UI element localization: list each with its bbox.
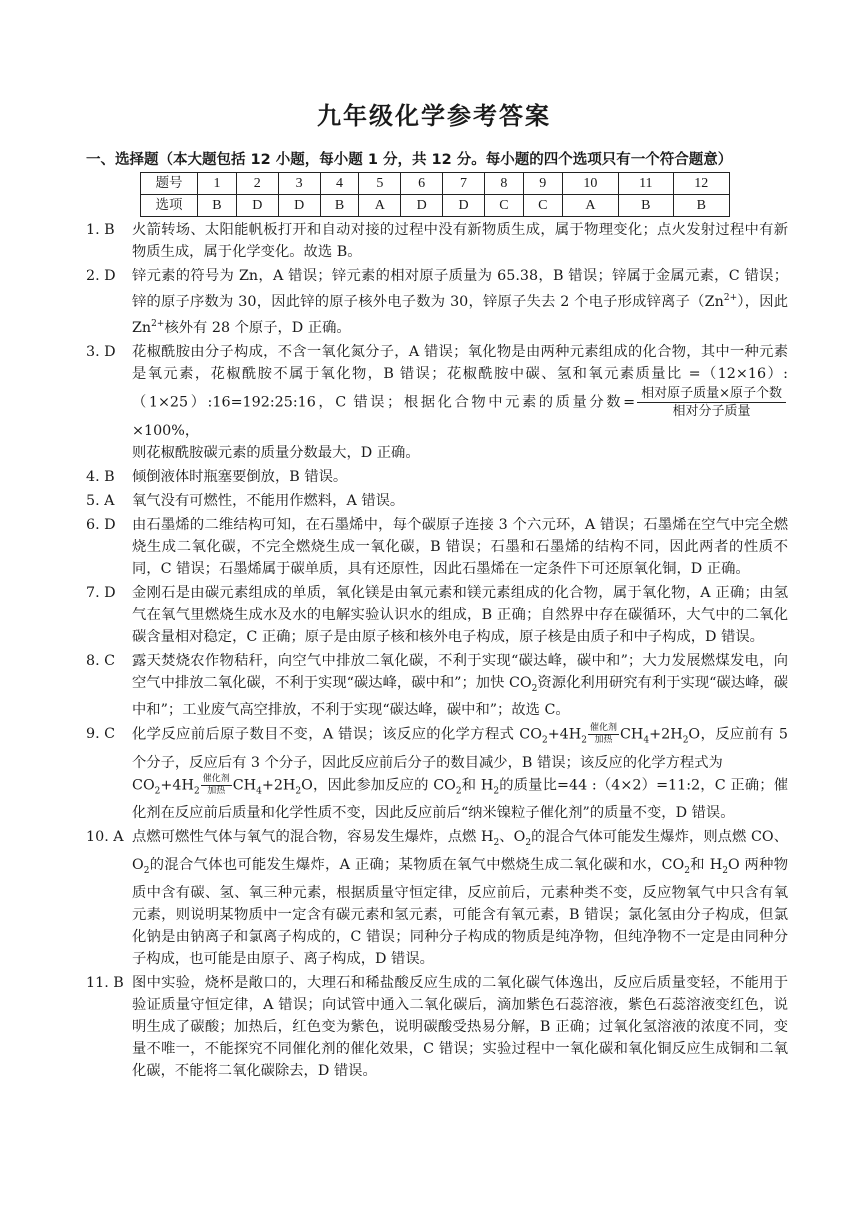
subscript: 2 [684, 865, 690, 876]
subscript: 2 [722, 865, 728, 876]
item-label: 10. A [86, 829, 124, 846]
item-label: 3. D [86, 343, 116, 360]
row-label-number: 题号 [141, 173, 198, 195]
item-label: 9. C [86, 726, 116, 743]
table-cell: B [320, 195, 359, 217]
item-label: 11. B [86, 974, 124, 991]
ion-charge: 2+ [151, 318, 165, 329]
item-text: 花椒酰胺由分子构成，不含一氧化氮分子，A 错误；氧化物是由两种元素组成的化合物，其中一种元素是氧元素，花椒酰胺不属于氧化物，B 错误；花椒酰胺中碳、氢和氧元素质量比 =（12×16）:（1×25）:16=192:25:16，C 错误；根据化合物中元素的质量分数= [132, 343, 788, 411]
table-cell: B [619, 195, 673, 217]
item-text: O，因此参加反应的 CO [301, 777, 456, 794]
table-cell: D [236, 195, 278, 217]
table-row-answers [141, 195, 730, 217]
explanation-item-6 [86, 514, 788, 580]
explanation-item-9 [86, 723, 788, 824]
item-text: 火箭转场、太阳能帆板打开和自动对接的过程中没有新物质生成，属于物理变化；点火发射过程中有新物质生成，属于化学变化。故选 B。 [132, 222, 788, 260]
item-text: +4H [547, 726, 582, 743]
item-text: 和 H [461, 777, 494, 794]
catalyst-label: 催化剂 [202, 773, 230, 784]
item-text: 锌元素的符号为 Zn，A 错误；锌元素的相对原子质量为 65.38，B 错误；锌属于金属元素，C 错误；锌的原子序数为 30，因此锌的原子核外电子数为 30，锌原子失去 2 个电子形成锌离子（Zn [132, 268, 788, 310]
table-cell: C [523, 195, 562, 217]
subscript: 4 [256, 786, 262, 797]
subscript: 2 [455, 786, 462, 797]
subscript: 2 [682, 735, 689, 746]
explanation-item-10 [86, 826, 788, 970]
subscript: 2 [193, 786, 200, 797]
item-text: 的混合气体也可能发生爆炸，A 正确；某物质在氧气中燃烧生成二氧化碳和水，CO [149, 856, 685, 873]
item-label: 4. B [86, 468, 115, 485]
table-cell: 8 [484, 173, 523, 195]
item-text: 资源化利用研究有利于实现“碳达峰，碳中和”；工业废气高空排放，不利于实现“碳达峰，碳中和”；故选 C。 [132, 674, 788, 719]
item-text: +2H [649, 726, 683, 743]
explanation-item-11 [86, 972, 788, 1082]
fraction-denominator: 相对分子质量 [672, 403, 751, 419]
reaction-condition-arrow [201, 774, 232, 797]
item-text: 氧气没有可燃性，不能用作燃料，A 错误。 [132, 492, 405, 509]
item-label: 2. D [86, 268, 116, 284]
table-cell: 9 [523, 173, 562, 195]
table-cell: 7 [443, 173, 485, 195]
mass-fraction-formula [637, 385, 786, 420]
ion-charge: 2+ [723, 293, 738, 303]
explanation-item-8 [86, 650, 788, 722]
item-text: 由石墨烯的二维结构可知，在石墨烯中，每个碳原子连接 3 个六元环，A 错误；石墨烯在空气中完全燃烧生成二氧化碳，不完全燃烧生成一氧化碳，B 错误；石墨和石墨烯的结构不同，因此两者的性质不同，C 错误；石墨烯属于碳单质，具有还原性，因此石墨烯在一定条件下可还原氧化铜，D 正确。 [132, 516, 788, 577]
item-text: +2H [261, 777, 296, 794]
subscript: 2 [525, 837, 532, 848]
item-text: 倾倒液体时瓶塞要倒放，B 错误。 [132, 468, 348, 485]
item-text: +4H [160, 777, 194, 794]
item-text: 金刚石是由碳元素组成的单质，氧化镁是由氧元素和镁元素组成的化合物，属于氧化物，A 正确；由氢气在氧气里燃烧生成水及水的电解实验认识水的组成，B 正确；自然界中存在碳循环，大气中的二氧化碳含量相对稳定，C 正确；原子是由原子核和核外电子构成，原子核是由质子和中子构成，D 错误。 [132, 584, 788, 645]
table-cell: C [484, 195, 523, 217]
subscript: 2 [143, 865, 150, 876]
table-cell: 2 [236, 173, 278, 195]
explanation-list [86, 219, 788, 1084]
item-text: ×100%， [132, 422, 200, 439]
heating-label: 加热 [207, 785, 226, 796]
item-text: 图中实验，烧杯是敞口的，大理石和稀盐酸反应生成的二氧化碳气体逸出，反应后质量变轻，不能用于验证质量守恒定律，A 错误；向试管中通入二氧化碳后，滴加紫色石蕊溶液，紫色石蕊溶液变红色，说明生成了碳酸；加热后，红色变为紫色，说明碳酸受热易分解，B 正确；过氧化氢溶液的浓度不同，变量不唯一，不能探究不同催化剂的催化效果，C 错误；实验过程中一氧化碳和氧化铜反应生成铜和二氧化碳，不能将二氧化碳除去，D 错误。 [132, 974, 788, 1079]
item-text: 和 H [689, 856, 723, 873]
table-row-numbers [141, 173, 730, 195]
catalyst-label: 催化剂 [589, 723, 617, 734]
subscript: 2 [154, 786, 161, 797]
fraction-numerator: 相对原子质量×原子个数 [637, 385, 786, 403]
item-text: 露天焚烧农作物秸秆，向空气中排放二氧化碳，不利于实现“碳达峰，碳中和”；大力发展燃煤发电，向空气中排放二氧化碳，不利于实现“碳达峰，碳中和”；加快 CO [132, 652, 788, 691]
table-cell: 5 [359, 173, 401, 195]
item-text: 、O [499, 829, 526, 846]
subscript: 2 [295, 786, 302, 797]
explanation-item-3 [86, 341, 788, 464]
table-cell: 4 [320, 173, 359, 195]
item-label: 7. D [86, 584, 116, 601]
item-text: CO [132, 777, 155, 794]
page-title: 九年级化学参考答案 [317, 102, 551, 130]
row-label-answer: 选项 [141, 195, 198, 217]
table-cell: 12 [673, 173, 729, 195]
item-text: O，反应前有 5 个分子，反应后有 3 个分子，因此反应前后分子的数目减少，B 错误；该反应的化学方程式为 [132, 726, 788, 771]
subscript: 2 [531, 683, 538, 694]
item-text: 的质量比=44 :（4×2）=11:2，C 正确；催化剂在反应前后质量和化学性质不变，因此反应前后“纳米镍粒子催化剂”的质量不变，D 错误。 [132, 777, 788, 822]
subscript: 2 [493, 786, 500, 797]
table-cell: D [401, 195, 443, 217]
table-cell: A [562, 195, 618, 217]
explanation-item-4 [86, 466, 788, 488]
table-cell: 10 [562, 173, 618, 195]
heating-label: 加热 [594, 735, 613, 746]
table-cell: B [673, 195, 729, 217]
table-cell: 11 [619, 173, 673, 195]
table-cell: A [359, 195, 401, 217]
item-text: 核外有 28 个原子，D 正确。 [164, 319, 351, 336]
item-text: 则花椒酰胺碳元素的质量分数最大，D 正确。 [132, 444, 420, 461]
table-cell: D [443, 195, 485, 217]
table-cell: 3 [278, 173, 320, 195]
reaction-condition-arrow [588, 723, 619, 746]
subscript: 2 [541, 735, 548, 746]
answer-key-table [140, 172, 730, 217]
item-label: 1. B [86, 222, 115, 238]
item-label: 5. A [86, 492, 115, 509]
explanation-item-1 [86, 219, 788, 263]
item-text: ），因此 Zn [132, 293, 789, 336]
item-text: 化学反应前后原子数目不变，A 错误；该反应的化学方程式 CO [132, 726, 542, 743]
subscript: 4 [643, 735, 650, 746]
item-text: CH [232, 777, 257, 794]
explanation-item-2 [86, 265, 788, 339]
item-label: 6. D [86, 516, 116, 533]
explanation-item-5 [86, 490, 788, 512]
item-text: O 两种物质中含有碳、氢、氧三种元素，根据质量守恒定律，反应前后，元素种类不变，反应物氧气中只含有氧元素，则说明某物质中一定含有碳元素和氢元素，可能含有氧元素，B 错误；氯化氢由分子构成，但氯化钠是由钠离子和氯离子构成的，C 错误；同种分子构成的物质是纯净物，但纯净物不一定是由同种分子构成，也可能是由原子、离子构成，D 错误。 [132, 856, 789, 967]
item-label: 8. C [86, 652, 116, 669]
subscript: 2 [581, 735, 587, 746]
item-text: 点燃可燃性气体与氧气的混合物，容易发生爆炸，点燃 H [132, 829, 494, 846]
subscript: 2 [493, 837, 500, 848]
item-text: CH [619, 726, 644, 743]
explanation-item-7 [86, 582, 788, 648]
table-cell: 6 [401, 173, 443, 195]
table-cell: 1 [198, 173, 237, 195]
section-heading-multiple-choice: 一、选择题（本大题包括 12 小题，每小题 1 分，共 12 分。每小题的四个选项只有一个符合题意） [86, 152, 733, 168]
table-cell: B [198, 195, 237, 217]
table-cell: D [278, 195, 320, 217]
item-text: 的混合气体可能发生爆炸，则点燃 CO、O [132, 829, 788, 873]
